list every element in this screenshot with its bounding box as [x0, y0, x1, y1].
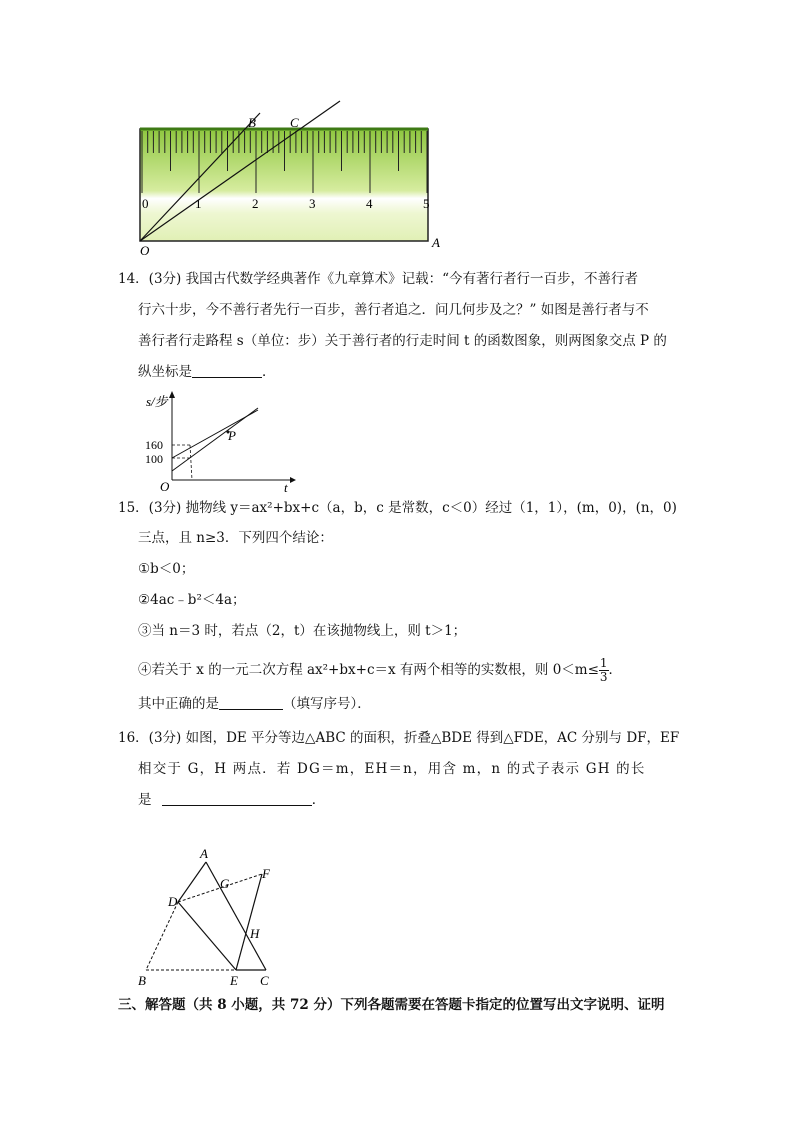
label-O: O [140, 243, 150, 255]
q16-line-2: 相交于 G，H 两点．若 DG＝m，EH＝n，用含 m，n 的式子表示 GH 的长 [138, 761, 646, 777]
segment-DB [146, 902, 178, 970]
ruler-number: 3 [309, 196, 316, 211]
label-C: C [260, 973, 269, 988]
q14-graph [140, 388, 300, 493]
label-F: F [262, 866, 270, 881]
q15-conclusion-2: ②4ac﹣b²＜4a； [138, 592, 246, 608]
ruler-number: 4 [366, 196, 373, 211]
label-B: B [248, 115, 256, 130]
q14-line-2: 行六十步，今不善行者先行一百步，善行者追之．问几何步及之？” 如图是善行者与不 [138, 302, 649, 318]
fraction-numerator: 1 [599, 656, 608, 670]
label-C: C [290, 115, 299, 130]
x-axis-label: t [284, 480, 288, 493]
segment-DE [178, 902, 236, 970]
q15-line-1: 15．(3分) 抛物线 y＝ax²+bx+c（a，b，c 是常数，c＜0）经过（1，1），(m，0)，(n，0) [118, 500, 677, 516]
q16-line-3-text: 是 [138, 792, 152, 808]
q14-end: ． [262, 364, 276, 380]
tick-160: 160 [145, 438, 163, 452]
q15-conclusion-1: ①b＜0； [138, 561, 195, 577]
label-G: G [220, 876, 230, 891]
ruler-number: 2 [252, 196, 259, 211]
q15-answer-line [138, 694, 371, 714]
dash-vertical [190, 445, 192, 480]
q14-line-1: 14．(3分) 我国古代数学经典著作《九章算术》记载：“今有著行者行一百步，不善行者 [118, 271, 638, 287]
q16-end: ． [311, 792, 326, 808]
q16-line-1: 16．(3分) 如图，DE 平分等边△ABC 的面积，折叠△BDE 得到△FDE，AC 分别与 DF，EF [118, 730, 680, 746]
label-P: P [228, 428, 236, 443]
label-A: A [200, 846, 208, 861]
segment-AD [178, 862, 206, 902]
q15-answer-blank[interactable] [219, 695, 283, 710]
label-E: E [230, 973, 238, 988]
fraction-one-third [599, 657, 609, 684]
tick-100: 100 [145, 452, 163, 466]
fraction-denominator: 3 [599, 670, 608, 684]
segment-AC [206, 862, 266, 970]
q14-line-4-text: 纵坐标是 [138, 364, 192, 380]
ruler-number: 1 [195, 196, 202, 211]
q15-conclusion-4 [138, 655, 622, 685]
y-axis-label: s/步 [146, 394, 168, 409]
q15-answer-hint: （填写序号）． [283, 696, 371, 712]
origin-label: O [160, 479, 170, 493]
q15-c4-end: ． [608, 662, 623, 678]
ruler-number: 0 [142, 196, 149, 211]
q15-c4-inequality: 0＜m≤ [552, 662, 599, 678]
ruler-number: 5 [423, 196, 430, 211]
q16-triangle-figure [130, 840, 290, 990]
section-3-heading: 三、解答题（共 8 小题，共 72 分）下列各题需要在答题卡指定的位置写出文字说明、证明 [118, 997, 665, 1013]
q15-c4-text: ④若关于 x 的一元二次方程 ax²+bx+c＝x 有两个相等的实数根，则 [138, 662, 549, 678]
line-bad-walker [172, 410, 258, 458]
x-arrow-icon [290, 477, 296, 483]
label-D: D [168, 894, 178, 909]
q15-line-2: 三点，且 n≥3．下列四个结论： [138, 530, 333, 546]
q16-answer-blank[interactable] [162, 791, 312, 806]
label-B: B [138, 973, 146, 988]
q15-conclusion-3: ③当 n＝3 时，若点（2，t）在该抛物线上，则 t＞1； [138, 623, 467, 639]
y-arrow-icon [169, 391, 175, 398]
q14-answer-blank[interactable] [192, 363, 262, 378]
label-H: H [250, 926, 260, 941]
q14-line-4 [138, 362, 276, 382]
ruler-figure [120, 95, 460, 255]
q16-line-3 [138, 790, 325, 810]
q15-answer-label: 其中正确的是 [138, 696, 219, 712]
q14-line-3: 善行者行走路程 s（单位：步）关于善行者的行走时间 t 的函数图象，则两图象交点 P 的 [138, 333, 667, 349]
label-A: A [432, 235, 440, 250]
